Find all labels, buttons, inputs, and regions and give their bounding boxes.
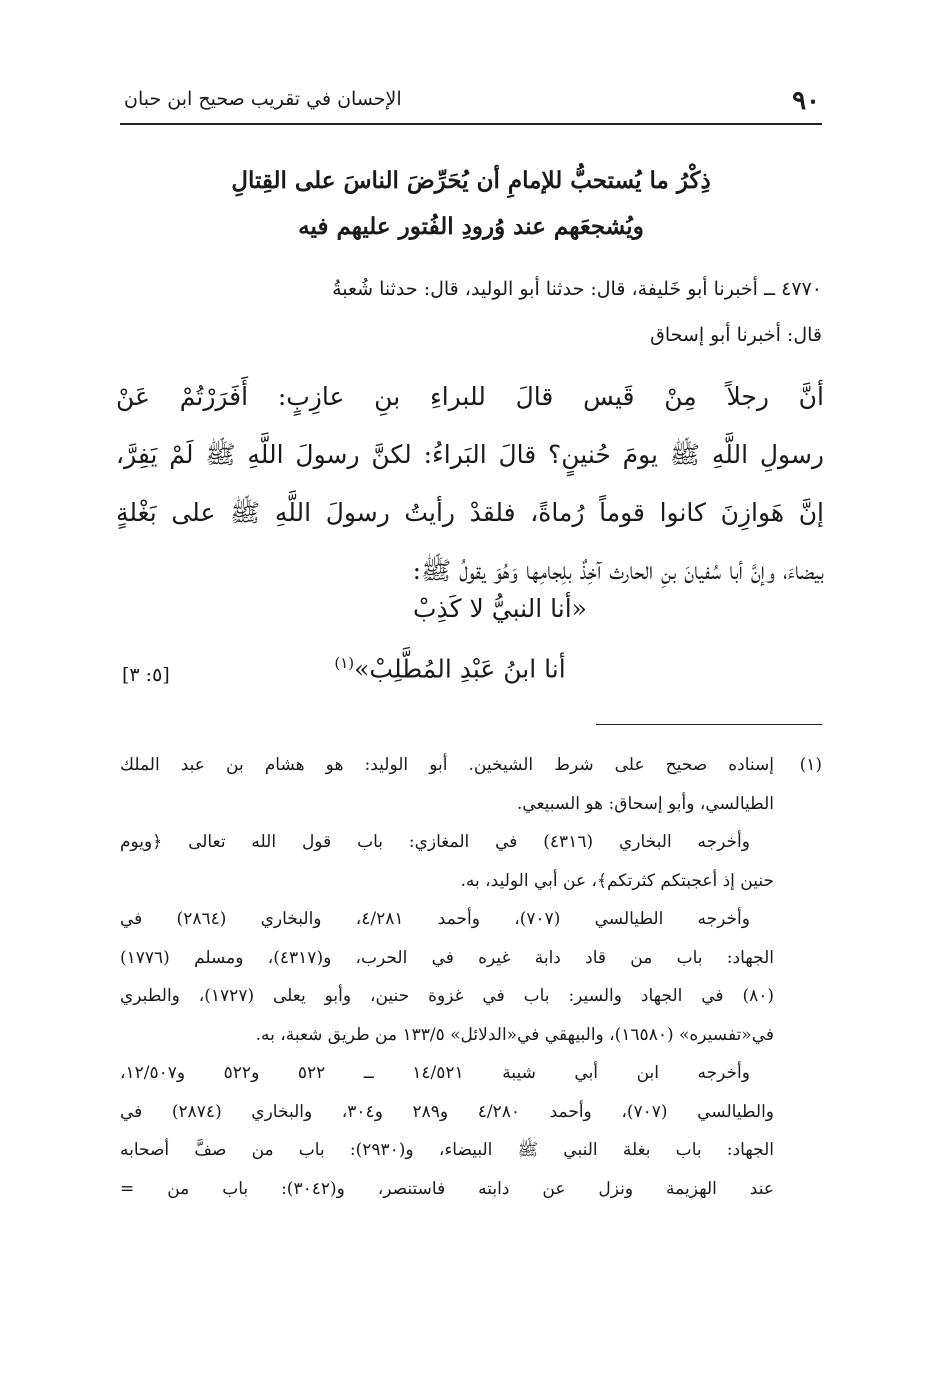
footnote-line: في«تفسيره» (١٦٥٨٠)، والبيهقي في«الدلائل» ١٣٣/٥ من طريق شعبة، به. [255,1024,774,1045]
verse-line-1: «أنا النبيُّ لا كَذِبْ [413,594,587,623]
isnad-line-1: ٤٧٧٠ ــ أخبرنا أبو خَليفة، قال: حدثنا أبو الوليد، قال: حدثنا شُعبةُ [332,278,822,300]
footnote-line: عند الهزيمة ونزل عن دابته فاستنصر، و(٣٠٤٢): باب من = [120,1178,774,1199]
matn-line-3: إنَّ هَوازِنَ كانوا قوماً رُماةً، فلقدْ رأيتُ رسولَ اللَّهِ ﷺ على بَغْلةٍ [116,498,824,527]
hadith-isnad [120,266,822,358]
page-number: ٩٠ [792,86,820,116]
footnote-line: الجهاد: باب بغلة النبي ﷺ البيضاء، و(٢٩٣٠): باب من صفَّ أصحابه [120,1140,774,1160]
footnote-section [120,746,822,1208]
footnote-line: والطيالسي (٧٠٧)، وأحمد ٤/٢٨٠ و٢٨٩ و٣٠٤، والبخاري (٢٨٧٤) في [120,1101,774,1122]
footnote-body [120,746,774,1208]
footnote-line: وأخرجه الطيالسي (٧٠٧)، وأحمد ٤/٢٨١، والبخاري (٢٨٦٤) في [120,909,750,929]
chapter-title [120,158,822,250]
header-rule [120,123,822,125]
chapter-title-line-1: ذِكْرُ ما يُستحبُّ للإمامِ أن يُحَرِّضَ الناسَ على القِتالِ [231,167,711,194]
footnote-line: الطيالسي، وأبو إسحاق: هو السبيعي. [516,793,774,814]
footnote-line: حنين إذ أعجبتكم كثرتكم﴾، عن أبي الوليد، به. [460,870,774,891]
footnote-marker: (١) [799,755,822,775]
footnote-reference[interactable]: (١) [334,654,355,672]
matn-line-1: أنَّ رجلاً مِنْ قَيس قالَ للبراءِ بنِ عازِبٍ: أَفَرَرْتُمْ عَنْ [116,382,824,411]
footnote-rule [596,724,822,725]
footnote-line: إسناده صحيح على شرط الشيخين. أبو الوليد: هو هشام بن عبد الملك [120,755,774,775]
chapter-title-line-2: ويُشجعَهم عند وُرودِ الفُتور عليهم فيه [298,213,644,240]
verse-line-2 [250,654,650,683]
footnote-line: وأخرجه البخاري (٤٣١٦) في المغازي: باب قول الله تعالى ﴿ويوم [120,832,750,852]
running-title: الإحسان في تقريب صحيح ابن حبان [124,88,402,110]
isnad-line-2: قال: أخبرنا أبو إسحاق [650,324,822,346]
footnote-line: الجهاد: باب من قاد دابة غيره في الحرب، و(٤٣١٧)، ومسلم (١٧٧٦) [120,947,774,968]
matn-line-4: بيضاءَ، وإنَّ أبا سُفيانَ بنِ الحارث آخِذٌ بلِجامِها وَهُوَ يقولُ ﷺ: [412,556,824,585]
footnote-line: وأخرجه ابن أبي شيبة ١٤/٥٢١ ــ ٥٢٢ و٥٢٢ و١٢/٥٠٧، [120,1063,750,1083]
volume-reference: [٥: ٣] [122,664,170,686]
hadith-matn [116,368,824,600]
verse-line-2-text: أنا ابنُ عَبْدِ المُطَّلِبْ» [354,654,566,684]
footnote-line: (٨٠) في الجهاد والسير: باب في غزوة حنين، وأبو يعلى (١٧٢٧)، والطبري [120,986,774,1006]
page-header [120,84,822,120]
matn-line-2: رسولِ اللَّهِ ﷺ يومَ حُنينٍ؟ قالَ البَراءُ: لكنَّ رسولَ اللَّهِ ﷺ لَمْ يَفِرَّ، [116,440,824,469]
